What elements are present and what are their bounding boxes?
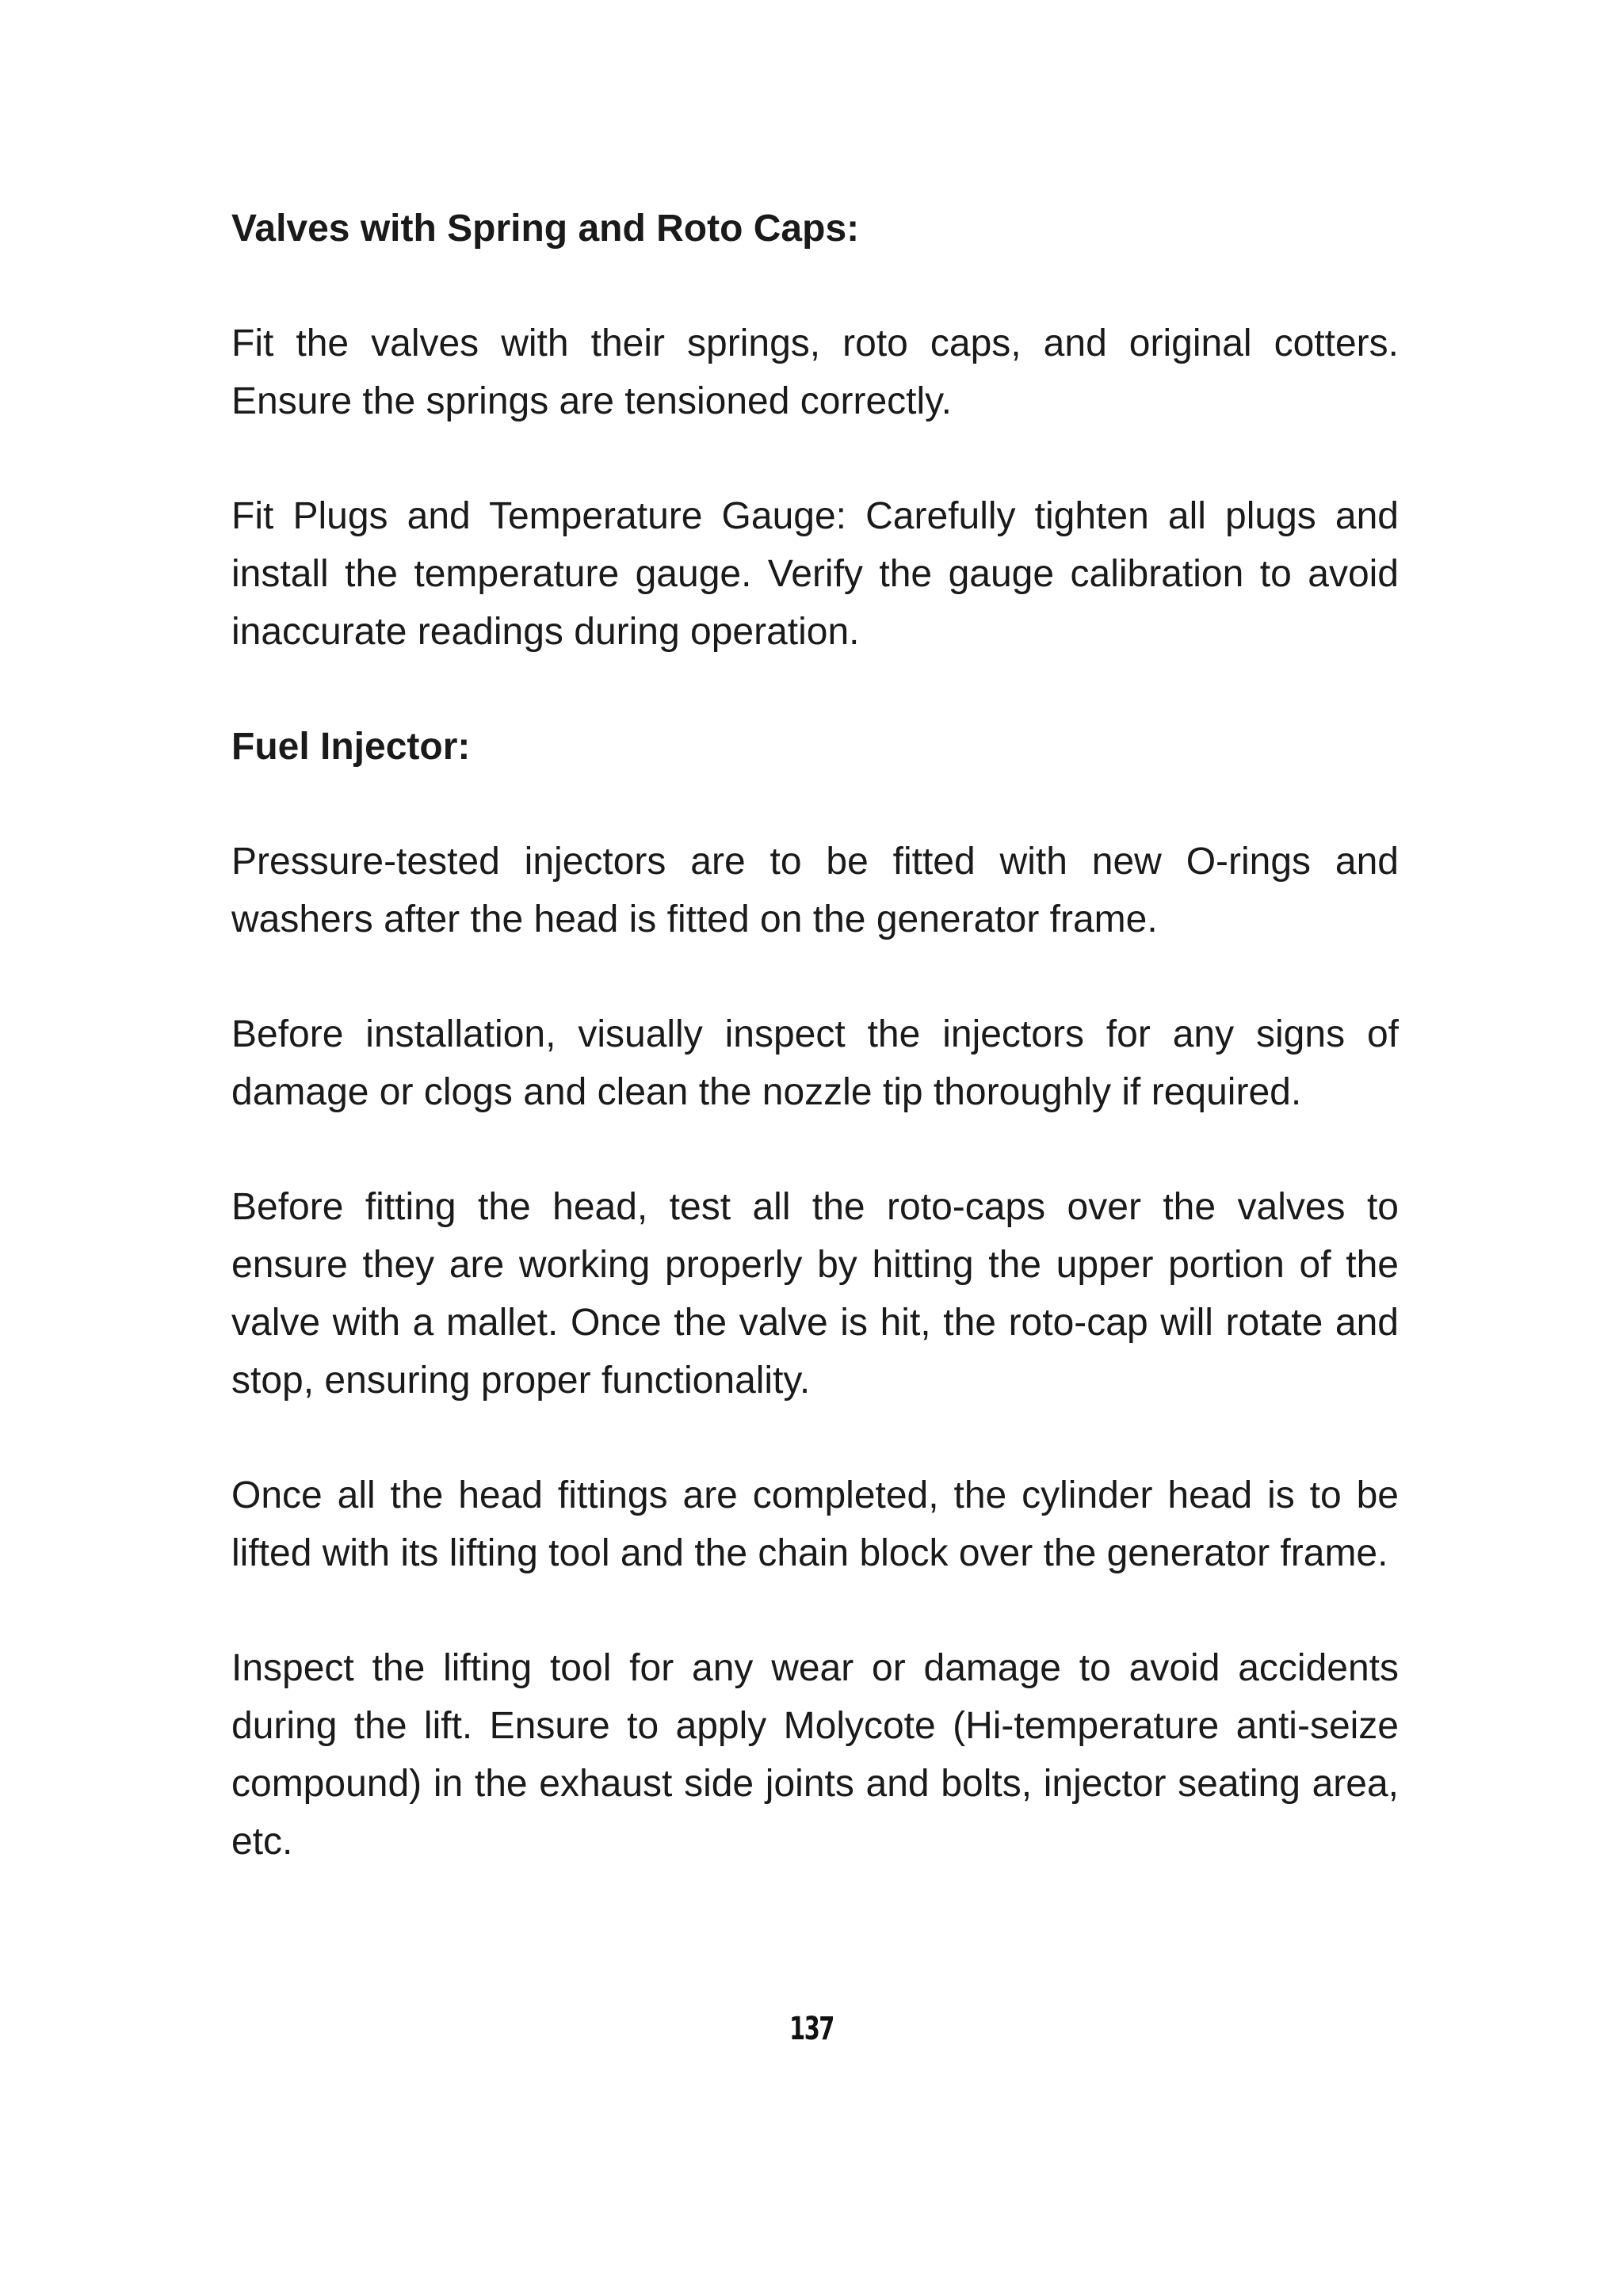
paragraph-lifting-tool: Inspect the lifting tool for any wear or damage to avoid accidents during the lift. Ensure to apply Molycote (Hi-temperature anti-seize compound) in the exhaust side joints and bolts, injector seating area, etc. xyxy=(231,1647,1399,1863)
paragraph-pressure-tested: Pressure-tested injectors are to be fitted with new O-rings and washers after the head is fitted on the generator frame. xyxy=(231,841,1399,940)
page-number: 137 xyxy=(789,2011,834,2047)
section-heading-valves: Valves with Spring and Roto Caps: xyxy=(231,208,860,250)
paragraph-fit-valves: Fit the valves with their springs, roto caps, and original cotters. Ensure the springs are tensioned correctly. xyxy=(231,322,1399,422)
paragraph-plugs-gauge: Fit Plugs and Temperature Gauge: Carefully tighten all plugs and install the temperature gauge. Verify the gauge calibration to avoid inaccurate readings during operation. xyxy=(231,495,1399,653)
paragraph-before-installation: Before installation, visually inspect the injectors for any signs of damage or clogs and clean the nozzle tip thoroughly if required. xyxy=(231,1013,1399,1113)
paragraph-head-lifting: Once all the head fittings are completed, the cylinder head is to be lifted with its lifting tool and the chain block over the generator frame. xyxy=(231,1474,1399,1574)
page-body xyxy=(231,200,1399,1928)
paragraph-roto-caps-test: Before fitting the head, test all the roto-caps over the valves to ensure they are working properly by hitting the upper portion of the valve with a mallet. Once the valve is hit, the roto-cap will rotate and stop, ensuring proper functionality. xyxy=(231,1186,1399,1402)
section-heading-fuel-injector: Fuel Injector: xyxy=(231,726,471,768)
